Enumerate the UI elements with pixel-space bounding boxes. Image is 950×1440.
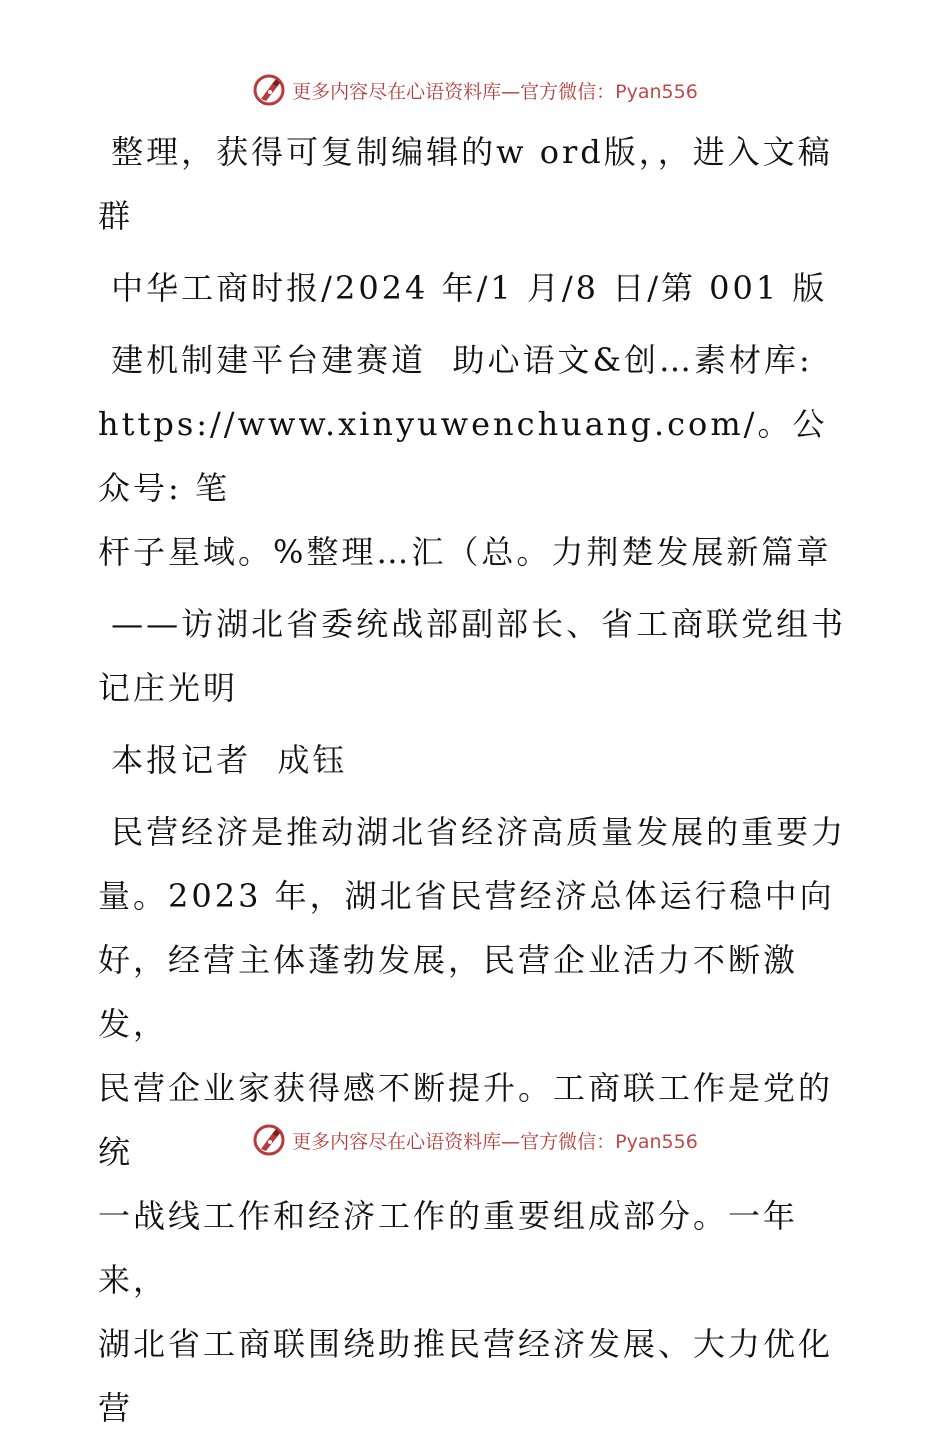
subtitle-line: 记庄光明 xyxy=(98,669,239,707)
body-line: 湖北省工商联围绕助推民营经济发展、大力优化营 xyxy=(98,1325,834,1427)
source-line: 中华工商时报/2024 年/1 月/8 日/第 001 版 xyxy=(98,269,828,307)
text-line: 建机制建平台建赛道 助心语文&创…素材库: xyxy=(98,341,813,379)
text-line: https://www.xinyuwenchuang.com/。公众号: 笔 xyxy=(98,405,828,507)
pen-nib-logo-icon xyxy=(252,73,286,107)
header-watermark xyxy=(0,68,950,112)
byline: 本报记者 成钰 xyxy=(98,741,348,779)
subtitle-line: ——访湖北省委统战部副部长、省工商联党组书 xyxy=(98,605,847,643)
watermark-text: 更多内容尽在心语资料库—官方微信：Pyan556 xyxy=(292,80,698,103)
body-line: 民营经济是推动湖北省经济高质量发展的重要力 xyxy=(98,813,847,851)
body-line: 民营企业家获得感不断提升。工商联工作是党的统 xyxy=(98,1069,834,1171)
watermark-wechat-id: Pyan556 xyxy=(615,80,698,103)
footer-watermark xyxy=(0,1118,950,1162)
pen-nib-logo-icon xyxy=(252,1123,286,1157)
watermark-text: 更多内容尽在心语资料库—官方微信：Pyan556 xyxy=(292,1130,698,1153)
body-line: 好，经营主体蓬勃发展，民营企业活力不断激发， xyxy=(98,941,799,1043)
text-line: 整理，获得可复制编辑的w ord版，，进入文稿 xyxy=(98,133,833,171)
text-line: 杆子星域。%整理…汇（总。力荆楚发展新篇章 xyxy=(98,533,832,571)
body-line: 量。2023 年，湖北省民营经济总体运行稳中向 xyxy=(98,877,835,915)
body-line: 一战线工作和经济工作的重要组成部分。一年来， xyxy=(98,1197,799,1299)
text-line: 群 xyxy=(98,197,134,235)
watermark-wechat-id: Pyan556 xyxy=(615,1130,698,1153)
document-body xyxy=(98,120,858,1440)
